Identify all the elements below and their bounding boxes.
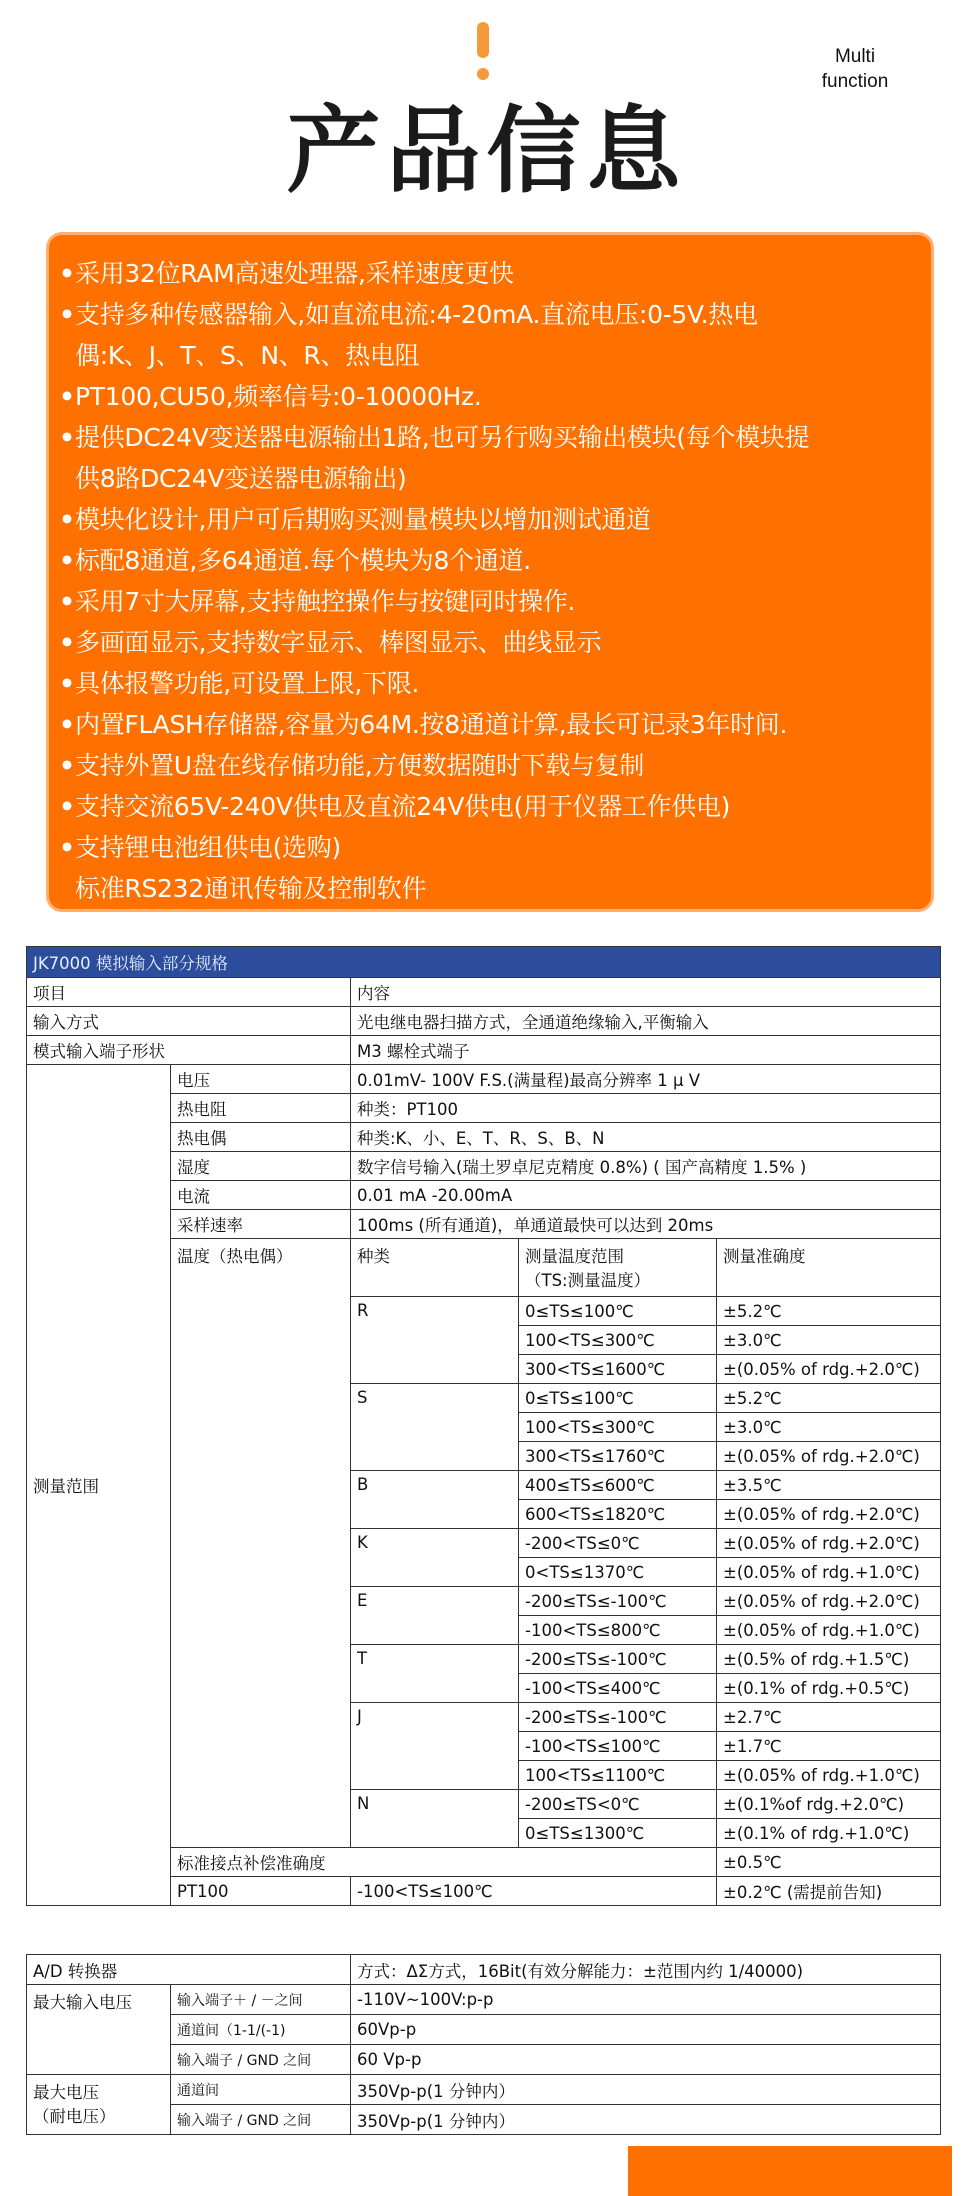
feature-text: 采用32位RAM高速处理器,采样速度更快 — [75, 259, 514, 288]
max-voltage-label-line1: 最大电压 — [33, 2083, 99, 2102]
feature-item — [59, 294, 913, 335]
range-item-label: 电流 — [171, 1181, 351, 1210]
tc-range: -200≤TS≤-100℃ — [519, 1703, 717, 1732]
table-row — [27, 1955, 941, 1985]
feature-item — [59, 622, 913, 663]
bullet-icon: • — [59, 546, 75, 575]
range-item-label: 热电阻 — [171, 1094, 351, 1123]
feature-item — [59, 376, 913, 417]
feature-list-panel — [46, 232, 934, 912]
feature-item — [59, 540, 913, 581]
table-row — [27, 1065, 941, 1094]
thermocouple-label: 温度（热电偶） — [171, 1239, 351, 1848]
bullet-icon: • — [59, 259, 75, 288]
pt100-accuracy: ±0.2℃ (需提前告知) — [717, 1877, 941, 1906]
row-value-input-method: 光电继电器扫描方式，全通道绝缘输入,平衡输入 — [351, 1007, 941, 1036]
tc-accuracy: ±3.0℃ — [717, 1326, 941, 1355]
multi-function-badge — [800, 44, 910, 94]
feature-text: 支持锂电池组供电(选购) — [75, 833, 341, 862]
tc-accuracy: ±1.7℃ — [717, 1732, 941, 1761]
measure-range-label: 测量范围 — [27, 1065, 171, 1906]
tc-range: 400≤TS≤600℃ — [519, 1471, 717, 1500]
max-input-value: 60Vp-p — [351, 2015, 941, 2045]
feature-item — [59, 458, 913, 499]
max-input-label: 最大输入电压 — [27, 1985, 171, 2075]
row-value-terminal: M3 螺栓式端子 — [351, 1036, 941, 1065]
tc-accuracy: ±(0.1% of rdg.+1.0℃) — [717, 1819, 941, 1848]
tc-type: T — [351, 1645, 519, 1703]
marker-dot — [477, 68, 489, 80]
tc-accuracy: ±5.2℃ — [717, 1297, 941, 1326]
bullet-icon: • — [59, 300, 75, 329]
max-voltage-sub: 通道间 — [171, 2075, 351, 2105]
tc-range: 0≤TS≤100℃ — [519, 1384, 717, 1413]
col-header-content: 内容 — [351, 978, 941, 1007]
max-voltage-value: 350Vp-p(1 分钟内） — [351, 2105, 941, 2135]
feature-item — [59, 499, 913, 540]
range-item-value: 100ms (所有通道)，单通道最快可以达到 20ms — [351, 1210, 941, 1239]
decorative-orange-block — [628, 2146, 952, 2196]
max-input-sub: 输入端子＋ / －之间 — [171, 1985, 351, 2015]
tc-col-range-line1: 测量温度范围 — [525, 1247, 624, 1266]
table-row — [27, 2075, 941, 2105]
tc-range: 100<TS≤300℃ — [519, 1326, 717, 1355]
ad-label: A/D 转换器 — [27, 1955, 351, 1985]
range-item-label: 采样速率 — [171, 1210, 351, 1239]
feature-text: 供8路DC24V变送器电源输出) — [75, 464, 407, 493]
tc-accuracy: ±(0.05% of rdg.+2.0℃) — [717, 1529, 941, 1558]
max-input-value: -110V~100V:p-p — [351, 1985, 941, 2015]
max-voltage-sub: 输入端子 / GND 之间 — [171, 2105, 351, 2135]
tc-accuracy: ±(0.5% of rdg.+1.5℃) — [717, 1645, 941, 1674]
tc-accuracy: ±(0.05% of rdg.+2.0℃) — [717, 1442, 941, 1471]
tc-accuracy: ±(0.1% of rdg.+0.5℃) — [717, 1674, 941, 1703]
table-row — [27, 1985, 941, 2015]
max-input-sub: 通道间（1-1/(-1) — [171, 2015, 351, 2045]
page-title: 产品信息 — [286, 97, 687, 206]
feature-text: 支持多种传感器输入,如直流电流:4-20mA.直流电压:0-5V.热电 — [75, 300, 758, 329]
tc-accuracy: ±(0.05% of rdg.+2.0℃) — [717, 1587, 941, 1616]
tc-range: -200≤TS≤-100℃ — [519, 1587, 717, 1616]
tc-accuracy: ±(0.05% of rdg.+1.0℃) — [717, 1616, 941, 1645]
marker-bar — [477, 22, 489, 58]
range-item-label: 电压 — [171, 1065, 351, 1094]
tc-accuracy: ±(0.1%of rdg.+2.0℃) — [717, 1790, 941, 1819]
range-item-value: 0.01mV- 100V F.S.(满量程)最高分辨率 1 μ V — [351, 1065, 941, 1094]
ad-converter-spec-table — [26, 1954, 941, 2135]
tc-range: 600<TS≤1820℃ — [519, 1500, 717, 1529]
max-input-value: 60 Vp-p — [351, 2045, 941, 2075]
table-row — [27, 1036, 941, 1065]
tc-accuracy: ±(0.05% of rdg.+2.0℃) — [717, 1500, 941, 1529]
feature-item — [59, 417, 913, 458]
tc-type: R — [351, 1297, 519, 1384]
tc-col-range-line2: （TS:测量温度） — [525, 1271, 651, 1290]
feature-text: 多画面显示,支持数字显示、棒图显示、曲线显示 — [75, 628, 602, 657]
row-label-input-method: 输入方式 — [27, 1007, 351, 1036]
tc-range: 0≤TS≤1300℃ — [519, 1819, 717, 1848]
bullet-icon: • — [59, 833, 75, 862]
tc-range: -200<TS≤0℃ — [519, 1529, 717, 1558]
tc-accuracy: ±3.5℃ — [717, 1471, 941, 1500]
feature-text: 支持交流65V-240V供电及直流24V供电(用于仪器工作供电) — [75, 792, 731, 821]
feature-item — [59, 786, 913, 827]
bullet-icon: • — [59, 669, 75, 698]
feature-item — [59, 335, 913, 376]
tc-accuracy: ±(0.05% of rdg.+1.0℃) — [717, 1558, 941, 1587]
max-voltage-label — [27, 2075, 171, 2135]
feature-text: PT100,CU50,频率信号:0-10000Hz. — [75, 382, 482, 411]
feature-item — [59, 253, 913, 294]
tc-range: -100<TS≤400℃ — [519, 1674, 717, 1703]
range-item-value: 数字信号输入(瑞土罗卓尼克精度 0.8%) ( 国产高精度 1.5% ) — [351, 1152, 941, 1181]
bullet-icon: • — [59, 382, 75, 411]
bullet-icon: • — [59, 710, 75, 739]
feature-text: 模块化设计,用户可后期购买测量模块以增加测试通道 — [75, 505, 651, 534]
tc-range: -100<TS≤100℃ — [519, 1732, 717, 1761]
tc-accuracy: ±5.2℃ — [717, 1384, 941, 1413]
tc-accuracy: ±3.0℃ — [717, 1413, 941, 1442]
feature-text: 标准RS232通讯传输及控制软件 — [75, 874, 427, 903]
bullet-icon: • — [59, 792, 75, 821]
tc-range: 100<TS≤1100℃ — [519, 1761, 717, 1790]
col-header-item: 项目 — [27, 978, 351, 1007]
row-label-terminal: 模式输入端子形状 — [27, 1036, 351, 1065]
feature-item — [59, 827, 913, 868]
pt100-label: PT100 — [171, 1877, 351, 1906]
tc-range: -200≤TS≤-100℃ — [519, 1645, 717, 1674]
range-item-value: 种类:K、小、E、T、R、S、B、N — [351, 1123, 941, 1152]
tc-accuracy: ±(0.05% of rdg.+2.0℃) — [717, 1355, 941, 1384]
junction-label: 标准接点补偿准确度 — [171, 1848, 717, 1877]
tc-range: 0≤TS≤100℃ — [519, 1297, 717, 1326]
tc-range: 300<TS≤1760℃ — [519, 1442, 717, 1471]
feature-text: 具体报警功能,可设置上限,下限. — [75, 669, 420, 698]
badge-line1: Multi — [834, 46, 876, 67]
bullet-icon: • — [59, 505, 75, 534]
max-input-sub: 输入端子 / GND 之间 — [171, 2045, 351, 2075]
range-item-label: 湿度 — [171, 1152, 351, 1181]
tc-type: J — [351, 1703, 519, 1790]
analog-input-spec-table — [26, 946, 941, 1906]
tc-col-type: 种类 — [351, 1239, 519, 1297]
tc-range: -200≤TS<0℃ — [519, 1790, 717, 1819]
tc-range: -100<TS≤800℃ — [519, 1616, 717, 1645]
range-item-label: 热电偶 — [171, 1123, 351, 1152]
spec-table-title: JK7000 模拟输入部分规格 — [27, 947, 941, 978]
feature-item — [59, 868, 913, 909]
tc-type: S — [351, 1384, 519, 1471]
tc-accuracy: ±(0.05% of rdg.+1.0℃) — [717, 1761, 941, 1790]
max-voltage-value: 350Vp-p(1 分钟内） — [351, 2075, 941, 2105]
range-item-value: 0.01 mA -20.00mA — [351, 1181, 941, 1210]
table-row — [27, 1007, 941, 1036]
junction-value: ±0.5℃ — [717, 1848, 941, 1877]
pt100-range: -100<TS≤100℃ — [351, 1877, 717, 1906]
feature-text: 支持外置U盘在线存储功能,方便数据随时下载与复制 — [75, 751, 645, 780]
feature-item — [59, 745, 913, 786]
tc-type: N — [351, 1790, 519, 1848]
feature-text: 内置FLASH存储器,容量为64M.按8通道计算,最长可记录3年时间. — [75, 710, 788, 739]
feature-text: 采用7寸大屏幕,支持触控操作与按键同时操作. — [75, 587, 576, 616]
tc-col-range — [519, 1239, 717, 1297]
bullet-icon: • — [59, 587, 75, 616]
feature-item — [59, 663, 913, 704]
tc-range: 0<TS≤1370℃ — [519, 1558, 717, 1587]
ad-value: 方式：ΔΣ方式，16Bit(有效分解能力：±范围内约 1/40000) — [351, 1955, 941, 1985]
bullet-icon: • — [59, 751, 75, 780]
tc-accuracy: ±2.7℃ — [717, 1703, 941, 1732]
range-item-value: 种类：PT100 — [351, 1094, 941, 1123]
feature-text: 偶:K、J、T、S、N、R、热电阻 — [75, 341, 420, 370]
tc-type: K — [351, 1529, 519, 1587]
feature-text: 提供DC24V变送器电源输出1路,也可另行购买输出模块(每个模块提 — [75, 423, 810, 452]
table-row — [27, 978, 941, 1007]
feature-text: 标配8通道,多64通道.每个模块为8个通道. — [75, 546, 531, 575]
bullet-icon: • — [59, 423, 75, 452]
bullet-icon: • — [59, 628, 75, 657]
tc-col-accuracy: 测量准确度 — [717, 1239, 941, 1297]
feature-item — [59, 581, 913, 622]
decorative-marker — [477, 22, 489, 80]
tc-range: 100<TS≤300℃ — [519, 1413, 717, 1442]
feature-item — [59, 704, 913, 745]
tc-type: B — [351, 1471, 519, 1529]
badge-line2: function — [821, 71, 889, 92]
tc-range: 300<TS≤1600℃ — [519, 1355, 717, 1384]
tc-type: E — [351, 1587, 519, 1645]
max-voltage-label-line2: （耐电压） — [33, 2107, 116, 2126]
